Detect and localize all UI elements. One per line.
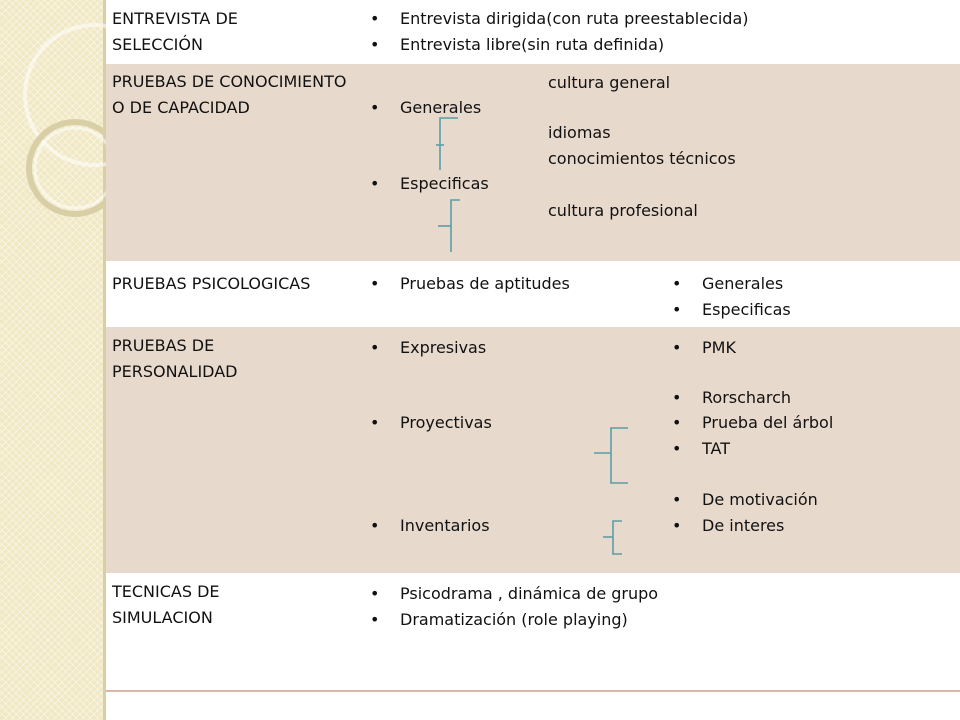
bracket-generales-icon: [440, 118, 458, 170]
item-entrevista-libre: • Entrevista libre(sin ruta definida): [370, 32, 664, 58]
sub-de-interes: • De interes: [672, 513, 784, 539]
item-psicodrama: • Psicodrama , dinámica de grupo: [370, 581, 658, 607]
sub-de-motivacion: • De motivación: [672, 487, 818, 513]
item-pruebas-aptitudes: • Pruebas de aptitudes: [370, 271, 570, 297]
item-expresivas: • Expresivas: [370, 335, 486, 361]
item-especificas: • Especificas: [370, 171, 489, 197]
sub-cultura-profesional: cultura profesional: [548, 201, 698, 220]
bracket-inventarios-icon: [613, 521, 622, 554]
sub-rorscharch: • Rorscharch: [672, 385, 791, 411]
item-generales: • Generales: [370, 95, 481, 121]
label-personalidad: PRUEBAS DE PERSONALIDAD: [112, 336, 238, 381]
sub-pmk: • PMK: [672, 335, 736, 361]
bracket-proyectivas-icon: [611, 428, 628, 483]
sub-conocimientos-tecnicos: conocimientos técnicos: [548, 149, 736, 168]
sub-prueba-arbol: • Prueba del árbol: [672, 410, 833, 436]
sub-cultura-general: cultura general: [548, 73, 671, 92]
label-simulacion: TECNICAS DE SIMULACION: [112, 582, 220, 627]
sub-tat: • TAT: [672, 436, 730, 462]
label-entrevista: ENTREVISTA DE SELECCIÓN: [112, 9, 238, 54]
sub-aptitudes-generales: • Generales: [672, 271, 783, 297]
label-psicologicas: PRUEBAS PSICOLOGICAS: [112, 274, 311, 293]
item-proyectivas: • Proyectivas: [370, 410, 492, 436]
bracket-especificas-icon: [451, 200, 460, 252]
label-conocimiento: PRUEBAS DE CONOCIMIENTO O DE CAPACIDAD: [112, 72, 347, 117]
sub-aptitudes-especificas: • Especificas: [672, 297, 791, 323]
sub-idiomas: idiomas: [548, 123, 611, 142]
item-inventarios: • Inventarios: [370, 513, 490, 539]
item-dramatizacion: • Dramatización (role playing): [370, 607, 628, 633]
item-entrevista-dirigida: • Entrevista dirigida(con ruta preestablecida): [370, 6, 749, 32]
bracket-icons: [436, 118, 628, 554]
